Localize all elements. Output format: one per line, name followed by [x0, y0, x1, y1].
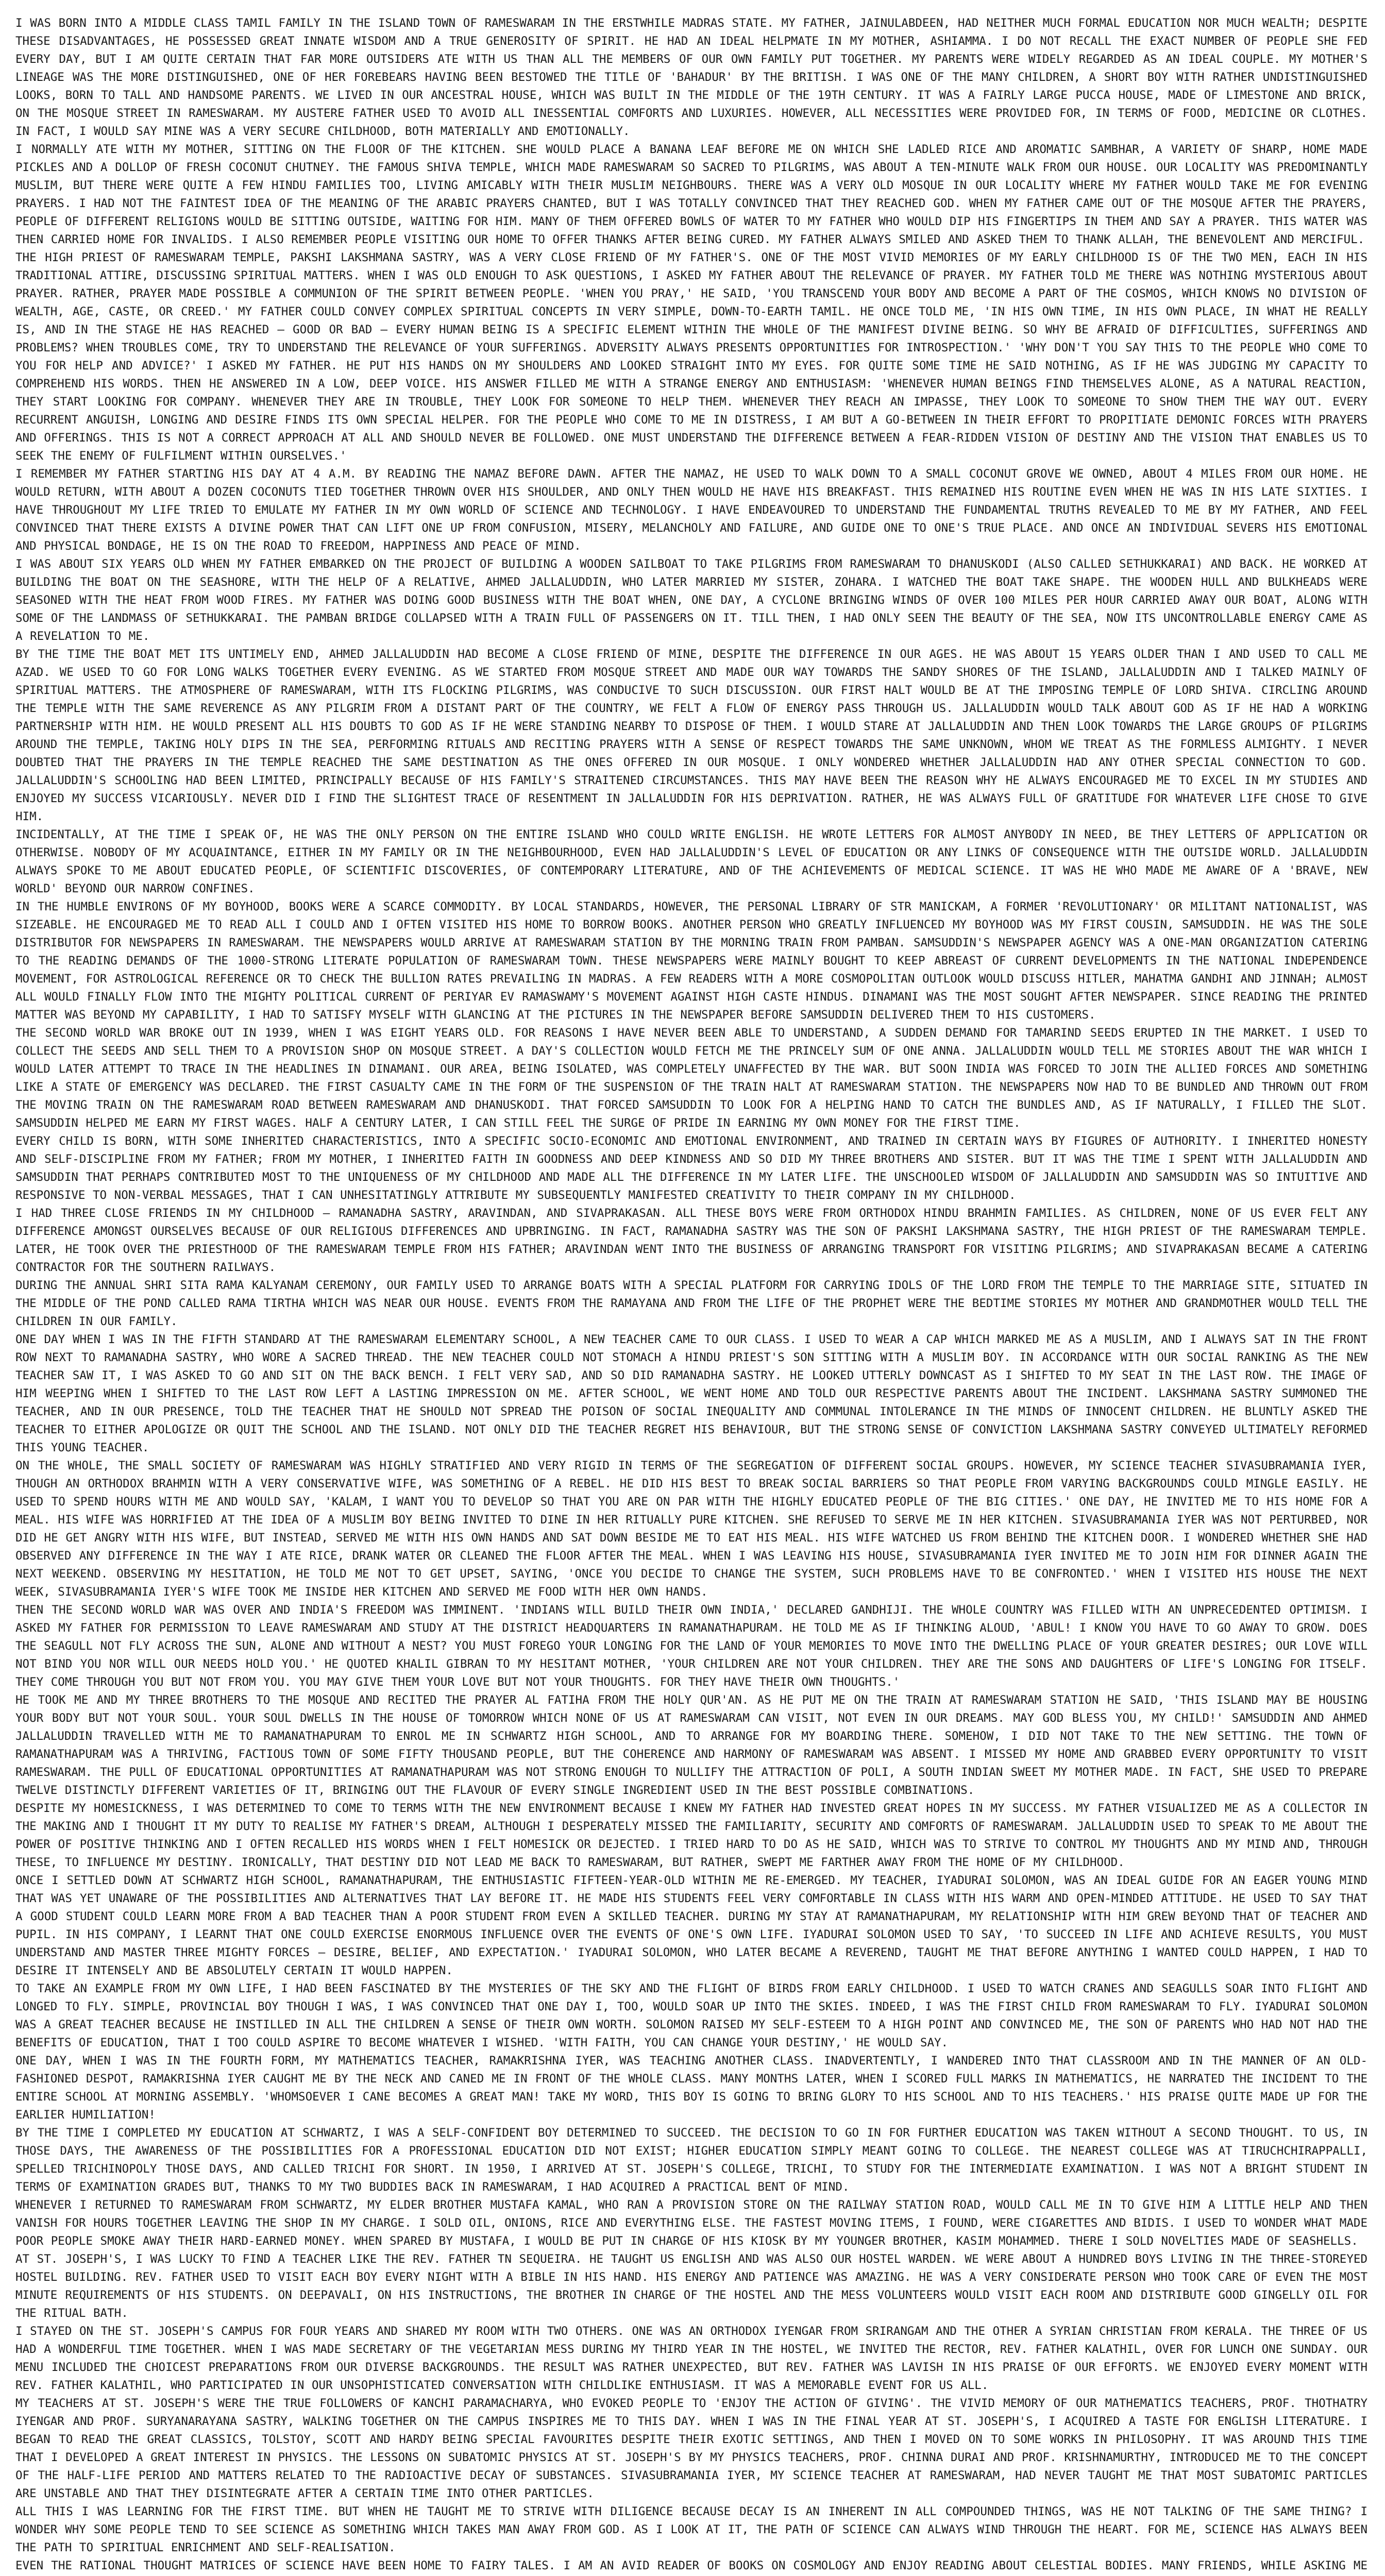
paragraph: BY THE TIME THE BOAT MET ITS UNTIMELY END, AHMED JALLALUDDIN HAD BECOME A CLOSE FRIEND OF MINE, DESPITE THE DIFFERENCE IN OUR AGES. HE WAS ABOUT 15 YEARS OLDER THAN I AND USED TO CALL ME AZAD. WE USED TO GO FOR LONG WALKS TOGETHER EVERY EVENING. AS WE STARTED FROM MOSQUE STREET AND MADE OUR WAY TOWARDS THE SANDY SHORES OF THE ISLAND, JALLALUDDIN AND I TALKED MAINLY OF SPIRITUAL MATTERS. THE ATMOSPHERE OF RAMESWARAM, WITH ITS FLOCKING PILGRIMS, WAS CONDUCIVE TO SUCH DISCUSSION. OUR FIRST HALT WOULD BE AT THE IMPOSING TEMPLE OF LORD SHIVA. CIRCLING AROUND THE TEMPLE WITH THE SAME REVERENCE AS ANY PILGRIM FROM A DISTANT PART OF THE COUNTRY, WE FELT A FLOW OF ENERGY PASS THROUGH US. JALLALUDDIN WOULD TALK ABOUT GOD AS IF HE HAD A WORKING PARTNERSHIP WITH HIM. HE WOULD PRESENT ALL HIS DOUBTS TO GOD AS IF HE WERE STANDING NEARBY TO DISPOSE OF THEM. I WOULD STARE AT JALLALUDDIN AND THEN LOOK TOWARDS THE LARGE GROUPS OF PILGRIMS AROUND THE TEMPLE, TAKING HOLY DIPS IN THE SEA, PERFORMING RITUALS AND RECITING PRAYERS WITH A SENSE OF RESPECT TOWARDS THE SAME UNKNOWN, WHOM WE TREAT AS THE FORMLESS ALMIGHTY. I NEVER DOUBTED THAT THE PRAYERS IN THE TEMPLE REACHED THE SAME DESTINATION AS THE ONES OFFERED IN OUR MOSQUE. I ONLY WONDERED WHETHER JALLALUDDIN HAD ANY OTHER SPECIAL CONNECTION TO GOD. JALLALUDDIN'S SCHOOLING HAD BEEN LIMITED, PRINCIPALLY BECAUSE OF HIS FAMILY'S STRAITENED CIRCUMSTANCES. THIS MAY HAVE BEEN THE REASON WHY HE ALWAYS ENCOURAGED ME TO EXCEL IN MY STUDIES AND ENJOYED MY SUCCESS VICARIOUSLY. NEVER DID I FIND THE SLIGHTEST TRACE OF RESENTMENT IN JALLALUDDIN FOR HIS DEPRIVATION. RATHER, HE WAS ALWAYS FULL OF GRATITUDE FOR WHATEVER LIFE CHOSE TO GIVE HIM.	[15, 648, 1367, 823]
paragraph: MY TEACHERS AT ST. JOSEPH'S WERE THE TRUE FOLLOWERS OF KANCHI PARAMACHARYA, WHO EVOKED PEOPLE TO 'ENJOY THE ACTION OF GIVING'. THE VIVID MEMORY OF OUR MATHEMATICS TEACHERS, PROF. THOTHATRY IYENGAR AND PROF. SURYANARAYANA SASTRY, WALKING TOGETHER ON THE CAMPUS INSPIRES ME TO THIS DAY. WHEN I WAS IN THE FINAL YEAR AT ST. JOSEPH'S, I ACQUIRED A TASTE FOR ENGLISH LITERATURE. I BEGAN TO READ THE GREAT CLASSICS, TOLSTOY, SCOTT AND HARDY BEING SPECIAL FAVOURITES DESPITE THEIR EXOTIC SETTINGS, AND THEN I MOVED ON TO SOME WORKS IN PHILOSOPHY. IT WAS AROUND THIS TIME THAT I DEVELOPED A GREAT INTEREST IN PHYSICS. THE LESSONS ON SUBATOMIC PHYSICS AT ST. JOSEPH'S BY MY PHYSICS TEACHERS, PROF. CHINNA DURAI AND PROF. KRISHNAMURTHY, INTRODUCED ME TO THE CONCEPT OF THE HALF-LIFE PERIOD AND MATTERS RELATED TO THE RADIOACTIVE DECAY OF SUBSTANCES. SIVASUBRAMANIA IYER, MY SCIENCE TEACHER AT RAMESWARAM, HAD NEVER TAUGHT ME THAT MOST SUBATOMIC PARTICLES ARE UNSTABLE AND THAT THEY DISINTEGRATE AFTER A CERTAIN TIME INTO OTHER PARTICLES.	[15, 2397, 1367, 2500]
paragraph: EVEN THE RATIONAL THOUGHT MATRICES OF SCIENCE HAVE BEEN HOME TO FAIRY TALES. I AM AN AVID READER OF BOOKS ON COSMOLOGY AND ENJOY READING ABOUT CELESTIAL BODIES. MANY FRIENDS, WHILE ASKING ME	[15, 2559, 1367, 2572]
paragraph: DESPITE MY HOMESICKNESS, I WAS DETERMINED TO COME TO TERMS WITH THE NEW ENVIRONMENT BECAUSE I KNEW MY FATHER HAD INVESTED GREAT HOPES IN MY SUCCESS. MY FATHER VISUALIZED ME AS A COLLECTOR IN THE MAKING AND I THOUGHT IT MY DUTY TO REALISE MY FATHER'S DREAM, ALTHOUGH I DESPERATELY MISSED THE FAMILIARITY, SECURITY AND COMFORTS OF RAMESWARAM. JALLALUDDIN USED TO SPEAK TO ME ABOUT THE POWER OF POSITIVE THINKING AND I OFTEN RECALLED HIS WORDS WHEN I FELT HOMESICK OR DEJECTED. I TRIED HARD TO DO AS HE SAID, WHICH WAS TO STRIVE TO CONTROL MY THOUGHTS AND MY MIND AND, THROUGH THESE, TO INFLUENCE MY DESTINY. IRONICALLY, THAT DESTINY DID NOT LEAD ME BACK TO RAMESWARAM, BUT RATHER, SWEPT ME FARTHER AWAY FROM THE HOME OF MY CHILDHOOD.	[15, 1802, 1367, 1869]
paragraph: IN THE HUMBLE ENVIRONS OF MY BOYHOOD, BOOKS WERE A SCARCE COMMODITY. BY LOCAL STANDARDS, HOWEVER, THE PERSONAL LIBRARY OF STR MANICKAM, A FORMER 'REVOLUTIONARY' OR MILITANT NATIONALIST, WAS SIZEABLE. HE ENCOURAGED ME TO READ ALL I COULD AND I OFTEN VISITED HIS HOME TO BORROW BOOKS. ANOTHER PERSON WHO GREATLY INFLUENCED MY BOYHOOD WAS MY FIRST COUSIN, SAMSUDDIN. HE WAS THE SOLE DISTRIBUTOR FOR NEWSPAPERS IN RAMESWARAM. THE NEWSPAPERS WOULD ARRIVE AT RAMESWARAM STATION BY THE MORNING TRAIN FROM PAMBAN. SAMSUDDIN'S NEWSPAPER AGENCY WAS A ONE-MAN ORGANIZATION CATERING TO THE READING DEMANDS OF THE 1000-STRONG LITERATE POPULATION OF RAMESWARAM TOWN. THESE NEWSPAPERS WERE MAINLY BOUGHT TO KEEP ABREAST OF CURRENT DEVELOPMENTS IN THE NATIONAL INDEPENDENCE MOVEMENT, FOR ASTROLOGICAL REFERENCE OR TO CHECK THE BULLION RATES PREVAILING IN MADRAS. A FEW READERS WITH A MORE COSMOPOLITAN OUTLOOK WOULD DISCUSS HITLER, MAHATMA GANDHI AND JINNAH; ALMOST ALL WOULD FINALLY FLOW INTO THE MIGHTY POLITICAL CURRENT OF PERIYAR EV RAMASWAMY'S MOVEMENT AGAINST HIGH CASTE HINDUS. DINAMANI WAS THE MOST SOUGHT AFTER NEWSPAPER. SINCE READING THE PRINTED MATTER WAS BEYOND MY CAPABILITY, I HAD TO SATISFY MYSELF WITH GLANCING AT THE PICTURES IN THE NEWSPAPER BEFORE SAMSUDDIN DELIVERED THEM TO HIS CUSTOMERS.	[15, 900, 1367, 1022]
paragraph: DURING THE ANNUAL SHRI SITA RAMA KALYANAM CEREMONY, OUR FAMILY USED TO ARRANGE BOATS WITH A SPECIAL PLATFORM FOR CARRYING IDOLS OF THE LORD FROM THE TEMPLE TO THE MARRIAGE SITE, SITUATED IN THE MIDDLE OF THE POND CALLED RAMA TIRTHA WHICH WAS NEAR OUR HOUSE. EVENTS FROM THE RAMAYANA AND FROM THE LIFE OF THE PROPHET WERE THE BEDTIME STORIES MY MOTHER AND GRANDMOTHER WOULD TELL THE CHILDREN IN OUR FAMILY.	[15, 1279, 1367, 1328]
paragraph: EVERY CHILD IS BORN, WITH SOME INHERITED CHARACTERISTICS, INTO A SPECIFIC SOCIO-ECONOMIC AND EMOTIONAL ENVIRONMENT, AND TRAINED IN CERTAIN WAYS BY FIGURES OF AUTHORITY. I INHERITED HONESTY AND SELF-DISCIPLINE FROM MY FATHER; FROM MY MOTHER, I INHERITED FAITH IN GOODNESS AND DEEP KINDNESS AND SO DID MY THREE BROTHERS AND SISTER. BUT IT WAS THE TIME I SPENT WITH JALLALUDDIN AND SAMSUDDIN THAT PERHAPS CONTRIBUTED MOST TO THE UNIQUENESS OF MY CHILDHOOD AND MADE ALL THE DIFFERENCE IN MY LATER LIFE. THE UNSCHOOLED WISDOM OF JALLALUDDIN AND SAMSUDDIN WAS SO INTUITIVE AND RESPONSIVE TO NON-VERBAL MESSAGES, THAT I CAN UNHESITATINGLY ATTRIBUTE MY SUBSEQUENTLY MANIFESTED CREATIVITY TO THEIR COMPANY IN MY CHILDHOOD.	[15, 1134, 1367, 1202]
paragraph: WHENEVER I RETURNED TO RAMESWARAM FROM SCHWARTZ, MY ELDER BROTHER MUSTAFA KAMAL, WHO RAN A PROVISION STORE ON THE RAILWAY STATION ROAD, WOULD CALL ME IN TO GIVE HIM A LITTLE HELP AND THEN VANISH FOR HOURS TOGETHER LEAVING THE SHOP IN MY CHARGE. I SOLD OIL, ONIONS, RICE AND EVERYTHING ELSE. THE FASTEST MOVING ITEMS, I FOUND, WERE CIGARETTES AND BIDIS. I USED TO WONDER WHAT MADE POOR PEOPLE SMOKE AWAY THEIR HARD-EARNED MONEY. WHEN SPARED BY MUSTAFA, I WOULD BE PUT IN CHARGE OF HIS KIOSK BY MY YOUNGER BROTHER, KASIM MOHAMMED. THERE I SOLD NOVELTIES MADE OF SEASHELLS.	[15, 2198, 1367, 2248]
paragraph: THEN THE SECOND WORLD WAR WAS OVER AND INDIA'S FREEDOM WAS IMMINENT. 'INDIANS WILL BUILD THEIR OWN INDIA,' DECLARED GANDHIJI. THE WHOLE COUNTRY WAS FILLED WITH AN UNPRECEDENTED OPTIMISM. I ASKED MY FATHER FOR PERMISSION TO LEAVE RAMESWARAM AND STUDY AT THE DISTRICT HEADQUARTERS IN RAMANATHAPURAM. HE TOLD ME AS IF THINKING ALOUD, 'ABUL! I KNOW YOU HAVE TO GO AWAY TO GROW. DOES THE SEAGULL NOT FLY ACROSS THE SUN, ALONE AND WITHOUT A NEST? YOU MUST FOREGO YOUR LONGING FOR THE LAND OF YOUR MEMORIES TO MOVE INTO THE DWELLING PLACE OF YOUR GREATER DESIRES; OUR LOVE WILL NOT BIND YOU NOR WILL OUR NEEDS HOLD YOU.' HE QUOTED KHALIL GIBRAN TO MY HESITANT MOTHER, 'YOUR CHILDREN ARE NOT YOUR CHILDREN. THEY ARE THE SONS AND DAUGHTERS OF LIFE'S LONGING FOR ITSELF. THEY COME THROUGH YOU BUT NOT FROM YOU. YOU MAY GIVE THEM YOUR LOVE BUT NOT YOUR THOUGHTS. FOR THEY HAVE THEIR OWN THOUGHTS.'	[15, 1603, 1367, 1689]
handwritten-text-block	[15, 14, 1367, 2576]
paragraph: I WAS ABOUT SIX YEARS OLD WHEN MY FATHER EMBARKED ON THE PROJECT OF BUILDING A WOODEN SAILBOAT TO TAKE PILGRIMS FROM RAMESWARAM TO DHANUSKODI (ALSO CALLED SETHUKKARAI) AND BACK. HE WORKED AT BUILDING THE BOAT ON THE SEASHORE, WITH THE HELP OF A RELATIVE, AHMED JALLALUDDIN, WHO LATER MARRIED MY SISTER, ZOHARA. I WATCHED THE BOAT TAKE SHAPE. THE WOODEN HULL AND BULKHEADS WERE SEASONED WITH THE HEAT FROM WOOD FIRES. MY FATHER WAS DOING GOOD BUSINESS WITH THE BOAT WHEN, ONE DAY, A CYCLONE BRINGING WINDS OF OVER 100 MILES PER HOUR CARRIED AWAY OUR BOAT, ALONG WITH SOME OF THE LANDMASS OF SETHUKKARAI. THE PAMBAN BRIDGE COLLAPSED WITH A TRAIN FULL OF PASSENGERS ON IT. TILL THEN, I HAD ONLY SEEN THE BEAUTY OF THE SEA, NOW ITS UNCONTROLLABLE ENERGY CAME AS A REVELATION TO ME.	[15, 557, 1367, 643]
paragraph: I HAD THREE CLOSE FRIENDS IN MY CHILDHOOD — RAMANADHA SASTRY, ARAVINDAN, AND SIVAPRAKASAN. ALL THESE BOYS WERE FROM ORTHODOX HINDU BRAHMIN FAMILIES. AS CHILDREN, NONE OF US EVER FELT ANY DIFFERENCE AMONGST OURSELVES BECAUSE OF OUR RELIGIOUS DIFFERENCES AND UPBRINGING. IN FACT, RAMANADHA SASTRY WAS THE SON OF PAKSHI LAKSHMANA SASTRY, THE HIGH PRIEST OF THE RAMESWARAM TEMPLE. LATER, HE TOOK OVER THE PRIESTHOOD OF THE RAMESWARAM TEMPLE FROM HIS FATHER; ARAVINDAN WENT INTO THE BUSINESS OF ARRANGING TRANSPORT FOR VISITING PILGRIMS; AND SIVAPRAKASAN BECAME A CATERING CONTRACTOR FOR THE SOUTHERN RAILWAYS.	[15, 1207, 1367, 1274]
paragraph: ALL THIS I WAS LEARNING FOR THE FIRST TIME. BUT WHEN HE TAUGHT ME TO STRIVE WITH DILIGENCE BECAUSE DECAY IS AN INHERENT IN ALL COMPOUNDED THINGS, WAS HE NOT TALKING OF THE SAME THING? I WONDER WHY SOME PEOPLE TEND TO SEE SCIENCE AS SOMETHING WHICH TAKES MAN AWAY FROM GOD. AS I LOOK AT IT, THE PATH OF SCIENCE CAN ALWAYS WIND THROUGH THE HEART. FOR ME, SCIENCE HAS ALWAYS BEEN THE PATH TO SPIRITUAL ENRICHMENT AND SELF-REALISATION.	[15, 2505, 1367, 2554]
paragraph: I WAS BORN INTO A MIDDLE CLASS TAMIL FAMILY IN THE ISLAND TOWN OF RAMESWARAM IN THE ERSTWHILE MADRAS STATE. MY FATHER, JAINULABDEEN, HAD NEITHER MUCH FORMAL EDUCATION NOR MUCH WEALTH; DESPITE THESE DISADVANTAGES, HE POSSESSED GREAT INNATE WISDOM AND A TRUE GENEROSITY OF SPIRIT. HE HAD AN IDEAL HELPMATE IN MY MOTHER, ASHIAMMA. I DO NOT RECALL THE EXACT NUMBER OF PEOPLE SHE FED EVERY DAY, BUT I AM QUITE CERTAIN THAT FAR MORE OUTSIDERS ATE WITH US THAN ALL THE MEMBERS OF OUR OWN FAMILY PUT TOGETHER. MY PARENTS WERE WIDELY REGARDED AS AN IDEAL COUPLE. MY MOTHER'S LINEAGE WAS THE MORE DISTINGUISHED, ONE OF HER FOREBEARS HAVING BEEN BESTOWED THE TITLE OF 'BAHADUR' BY THE BRITISH. I WAS ONE OF THE MANY CHILDREN, A SHORT BOY WITH RATHER UNDISTINGUISHED LOOKS, BORN TO TALL AND HANDSOME PARENTS. WE LIVED IN OUR ANCESTRAL HOUSE, WHICH WAS BUILT IN THE MIDDLE OF THE 19TH CENTURY. IT WAS A FAIRLY LARGE PUCCA HOUSE, MADE OF LIMESTONE AND BRICK, ON THE MOSQUE STREET IN RAMESWARAM. MY AUSTERE FATHER USED TO AVOID ALL INESSENTIAL COMFORTS AND LUXURIES. HOWEVER, ALL NECESSITIES WERE PROVIDED FOR, IN TERMS OF FOOD, MEDICINE OR CLOTHES. IN FACT, I WOULD SAY MINE WAS A VERY SECURE CHILDHOOD, BOTH MATERIALLY AND EMOTIONALLY.	[15, 16, 1367, 138]
paragraph: ONCE I SETTLED DOWN AT SCHWARTZ HIGH SCHOOL, RAMANATHAPURAM, THE ENTHUSIASTIC FIFTEEN-YEAR-OLD WITHIN ME RE-EMERGED. MY TEACHER, IYADURAI SOLOMON, WAS AN IDEAL GUIDE FOR AN EAGER YOUNG MIND THAT WAS YET UNAWARE OF THE POSSIBILITIES AND ALTERNATIVES THAT LAY BEFORE IT. HE MADE HIS STUDENTS FEEL VERY COMFORTABLE IN CLASS WITH HIS WARM AND OPEN-MINDED ATTITUDE. HE USED TO SAY THAT A GOOD STUDENT COULD LEARN MORE FROM A BAD TEACHER THAN A POOR STUDENT FROM EVEN A SKILLED TEACHER. DURING MY STAY AT RAMANATHAPURAM, MY RELATIONSHIP WITH HIM GREW BEYOND THAT OF TEACHER AND PUPIL. IN HIS COMPANY, I LEARNT THAT ONE COULD EXERCISE ENORMOUS INFLUENCE OVER THE EVENTS OF ONE'S OWN LIFE. IYADURAI SOLOMON USED TO SAY, 'TO SUCCEED IN LIFE AND ACHIEVE RESULTS, YOU MUST UNDERSTAND AND MASTER THREE MIGHTY FORCES — DESIRE, BELIEF, AND EXPECTATION.' IYADURAI SOLOMON, WHO LATER BECAME A REVEREND, TAUGHT ME THAT BEFORE ANYTHING I WANTED COULD HAPPEN, I HAD TO DESIRE IT INTENSELY AND BE ABSOLUTELY CERTAIN IT WOULD HAPPEN.	[15, 1874, 1367, 1977]
paragraph: ONE DAY, WHEN I WAS IN THE FOURTH FORM, MY MATHEMATICS TEACHER, RAMAKRISHNA IYER, WAS TEACHING ANOTHER CLASS. INADVERTENTLY, I WANDERED INTO THAT CLASSROOM AND IN THE MANNER OF AN OLD-FASHIONED DESPOT, RAMAKRISHNA IYER CAUGHT ME BY THE NECK AND CANED ME IN FRONT OF THE WHOLE CLASS. MANY MONTHS LATER, WHEN I SCORED FULL MARKS IN MATHEMATICS, HE NARRATED THE INCIDENT TO THE ENTIRE SCHOOL AT MORNING ASSEMBLY. 'WHOMSOEVER I CANE BECOMES A GREAT MAN! TAKE MY WORD, THIS BOY IS GOING TO BRING GLORY TO HIS SCHOOL AND TO HIS TEACHERS.' HIS PRAISE QUITE MADE UP FOR THE EARLIER HUMILIATION!	[15, 2054, 1367, 2122]
paragraph: I NORMALLY ATE WITH MY MOTHER, SITTING ON THE FLOOR OF THE KITCHEN. SHE WOULD PLACE A BANANA LEAF BEFORE ME ON WHICH SHE LADLED RICE AND AROMATIC SAMBHAR, A VARIETY OF SHARP, HOME MADE PICKLES AND A DOLLOP OF FRESH COCONUT CHUTNEY. THE FAMOUS SHIVA TEMPLE, WHICH MADE RAMESWARAM SO SACRED TO PILGRIMS, WAS ABOUT A TEN-MINUTE WALK FROM OUR HOUSE. OUR LOCALITY WAS PREDOMINANTLY MUSLIM, BUT THERE WERE QUITE A FEW HINDU FAMILIES TOO, LIVING AMICABLY WITH THEIR MUSLIM NEIGHBOURS. THERE WAS A VERY OLD MOSQUE IN OUR LOCALITY WHERE MY FATHER WOULD TAKE ME FOR EVENING PRAYERS. I HAD NOT THE FAINTEST IDEA OF THE MEANING OF THE ARABIC PRAYERS CHANTED, BUT I WAS TOTALLY CONVINCED THAT THEY REACHED GOD. WHEN MY FATHER CAME OUT OF THE MOSQUE AFTER THE PRAYERS, PEOPLE OF DIFFERENT RELIGIONS WOULD BE SITTING OUTSIDE, WAITING FOR HIM. MANY OF THEM OFFERED BOWLS OF WATER TO MY FATHER WHO WOULD DIP HIS FINGERTIPS IN THEM AND SAY A PRAYER. THIS WATER WAS THEN CARRIED HOME FOR INVALIDS. I ALSO REMEMBER PEOPLE VISITING OUR HOME TO OFFER THANKS AFTER BEING CURED. MY FATHER ALWAYS SMILED AND ASKED THEM TO THANK ALLAH, THE BENEVOLENT AND MERCIFUL.	[15, 143, 1367, 246]
paragraph: TO TAKE AN EXAMPLE FROM MY OWN LIFE, I HAD BEEN FASCINATED BY THE MYSTERIES OF THE SKY AND THE FLIGHT OF BIRDS FROM EARLY CHILDHOOD. I USED TO WATCH CRANES AND SEAGULLS SOAR INTO FLIGHT AND LONGED TO FLY. SIMPLE, PROVINCIAL BOY THOUGH I WAS, I WAS CONVINCED THAT ONE DAY I, TOO, WOULD SOAR UP INTO THE SKIES. INDEED, I WAS THE FIRST CHILD FROM RAMESWARAM TO FLY. IYADURAI SOLOMON WAS A GREAT TEACHER BECAUSE HE INSTILLED IN ALL THE CHILDREN A SENSE OF THEIR OWN WORTH. SOLOMON RAISED MY SELF-ESTEEM TO A HIGH POINT AND CONVINCED ME, THE SON OF PARENTS WHO HAD NOT HAD THE BENEFITS OF EDUCATION, THAT I TOO COULD ASPIRE TO BECOME WHATEVER I WISHED. 'WITH FAITH, YOU CAN CHANGE YOUR DESTINY,' HE WOULD SAY.	[15, 1982, 1367, 2049]
margin-edge-mark	[1377, 896, 1384, 1082]
paragraph: ONE DAY WHEN I WAS IN THE FIFTH STANDARD AT THE RAMESWARAM ELEMENTARY SCHOOL, A NEW TEACHER CAME TO OUR CLASS. I USED TO WEAR A CAP WHICH MARKED ME AS A MUSLIM, AND I ALWAYS SAT IN THE FRONT ROW NEXT TO RAMANADHA SASTRY, WHO WORE A SACRED THREAD. THE NEW TEACHER COULD NOT STOMACH A HINDU PRIEST'S SON SITTING WITH A MUSLIM BOY. IN ACCORDANCE WITH OUR SOCIAL RANKING AS THE NEW TEACHER SAW IT, I WAS ASKED TO GO AND SIT ON THE BACK BENCH. I FELT VERY SAD, AND SO DID RAMANADHA SASTRY. HE LOOKED UTTERLY DOWNCAST AS I SHIFTED TO MY SEAT IN THE LAST ROW. THE IMAGE OF HIM WEEPING WHEN I SHIFTED TO THE LAST ROW LEFT A LASTING IMPRESSION ON ME. AFTER SCHOOL, WE WENT HOME AND TOLD OUR RESPECTIVE PARENTS ABOUT THE INCIDENT. LAKSHMANA SASTRY SUMMONED THE TEACHER, AND IN OUR PRESENCE, TOLD THE TEACHER THAT HE SHOULD NOT SPREAD THE POISON OF SOCIAL INEQUALITY AND COMMUNAL INTOLERANCE IN THE MINDS OF INNOCENT CHILDREN. HE BLUNTLY ASKED THE TEACHER TO EITHER APOLOGIZE OR QUIT THE SCHOOL AND THE ISLAND. NOT ONLY DID THE TEACHER REGRET HIS BEHAVIOUR, BUT THE STRONG SENSE OF CONVICTION LAKSHMANA SASTRY CONVEYED ULTIMATELY REFORMED THIS YOUNG TEACHER.	[15, 1333, 1367, 1454]
paragraph: I STAYED ON THE ST. JOSEPH'S CAMPUS FOR FOUR YEARS AND SHARED MY ROOM WITH TWO OTHERS. ONE WAS AN ORTHODOX IYENGAR FROM SRIRANGAM AND THE OTHER A SYRIAN CHRISTIAN FROM KERALA. THE THREE OF US HAD A WONDERFUL TIME TOGETHER. WHEN I WAS MADE SECRETARY OF THE VEGETARIAN MESS DURING MY THIRD YEAR IN THE HOSTEL, WE INVITED THE RECTOR, REV. FATHER KALATHIL, OVER FOR LUNCH ONE SUNDAY. OUR MENU INCLUDED THE CHOICEST PREPARATIONS FROM OUR DIVERSE BACKGROUNDS. THE RESULT WAS RATHER UNEXPECTED, BUT REV. FATHER WAS LAVISH IN HIS PRAISE OF OUR EFFORTS. WE ENJOYED EVERY MOMENT WITH REV. FATHER KALATHIL, WHO PARTICIPATED IN OUR UNSOPHISTICATED CONVERSATION WITH CHILDLIKE ENTHUSIASM. IT WAS A MEMORABLE EVENT FOR US ALL.	[15, 2325, 1367, 2392]
paragraph: INCIDENTALLY, AT THE TIME I SPEAK OF, HE WAS THE ONLY PERSON ON THE ENTIRE ISLAND WHO COULD WRITE ENGLISH. HE WROTE LETTERS FOR ALMOST ANYBODY IN NEED, BE THEY LETTERS OF APPLICATION OR OTHERWISE. NOBODY OF MY ACQUAINTANCE, EITHER IN MY FAMILY OR IN THE NEIGHBOURHOOD, EVEN HAD JALLALUDDIN'S LEVEL OF EDUCATION OR ANY LINKS OF CONSEQUENCE WITH THE OUTSIDE WORLD. JALLALUDDIN ALWAYS SPOKE TO ME ABOUT EDUCATED PEOPLE, OF SCIENTIFIC DISCOVERIES, OF CONTEMPORARY LITERATURE, AND OF THE ACHIEVEMENTS OF MEDICAL SCIENCE. IT WAS HE WHO MADE ME AWARE OF A 'BRAVE, NEW WORLD' BEYOND OUR NARROW CONFINES.	[15, 828, 1367, 895]
paragraph: HE TOOK ME AND MY THREE BROTHERS TO THE MOSQUE AND RECITED THE PRAYER AL FATIHA FROM THE HOLY QUR'AN. AS HE PUT ME ON THE TRAIN AT RAMESWARAM STATION HE SAID, 'THIS ISLAND MAY BE HOUSING YOUR BODY BUT NOT YOUR SOUL. YOUR SOUL DWELLS IN THE HOUSE OF TOMORROW WHICH NONE OF US AT RAMESWARAM CAN VISIT, NOT EVEN IN OUR DREAMS. MAY GOD BLESS YOU, MY CHILD!' SAMSUDDIN AND AHMED JALLALUDDIN TRAVELLED WITH ME TO RAMANATHAPURAM TO ENROL ME IN SCHWARTZ HIGH SCHOOL, AND TO ARRANGE FOR MY BOARDING THERE. SOMEHOW, I DID NOT TAKE TO THE NEW SETTING. THE TOWN OF RAMANATHAPURAM WAS A THRIVING, FACTIOUS TOWN OF SOME FIFTY THOUSAND PEOPLE, BUT THE COHERENCE AND HARMONY OF RAMESWARAM WAS ABSENT. I MISSED MY HOME AND GRABBED EVERY OPPORTUNITY TO VISIT RAMESWARAM. THE PULL OF EDUCATIONAL OPPORTUNITIES AT RAMANATHAPURAM WAS NOT STRONG ENOUGH TO NULLIFY THE ATTRACTION OF POLI, A SOUTH INDIAN SWEET MY MOTHER MADE. IN FACT, SHE USED TO PREPARE TWELVE DISTINCTLY DIFFERENT VARIETIES OF IT, BRINGING OUT THE FLAVOUR OF EVERY SINGLE INGREDIENT USED IN THE BEST POSSIBLE COMBINATIONS.	[15, 1693, 1367, 1797]
paragraph: THE HIGH PRIEST OF RAMESWARAM TEMPLE, PAKSHI LAKSHMANA SASTRY, WAS A VERY CLOSE FRIEND OF MY FATHER'S. ONE OF THE MOST VIVID MEMORIES OF MY EARLY CHILDHOOD IS OF THE TWO MEN, EACH IN HIS TRADITIONAL ATTIRE, DISCUSSING SPIRITUAL MATTERS. WHEN I WAS OLD ENOUGH TO ASK QUESTIONS, I ASKED MY FATHER ABOUT THE RELEVANCE OF PRAYER. MY FATHER TOLD ME THERE WAS NOTHING MYSTERIOUS ABOUT PRAYER. RATHER, PRAYER MADE POSSIBLE A COMMUNION OF THE SPIRIT BETWEEN PEOPLE. 'WHEN YOU PRAY,' HE SAID, 'YOU TRANSCEND YOUR BODY AND BECOME A PART OF THE COSMOS, WHICH KNOWS NO DIVISION OF WEALTH, AGE, CASTE, OR CREED.' MY FATHER COULD CONVEY COMPLEX SPIRITUAL CONCEPTS IN VERY SIMPLE, DOWN-TO-EARTH TAMIL. HE ONCE TOLD ME, 'IN HIS OWN TIME, IN HIS OWN PLACE, IN WHAT HE REALLY IS, AND IN THE STAGE HE HAS REACHED — GOOD OR BAD — EVERY HUMAN BEING IS A SPECIFIC ELEMENT WITHIN THE WHOLE OF THE MANIFEST DIVINE BEING. SO WHY BE AFRAID OF DIFFICULTIES, SUFFERINGS AND PROBLEMS? WHEN TROUBLES COME, TRY TO UNDERSTAND THE RELEVANCE OF YOUR SUFFERINGS. ADVERSITY ALWAYS PRESENTS OPPORTUNITIES FOR INTROSPECTION.' 'WHY DON'T YOU SAY THIS TO THE PEOPLE WHO COME TO YOU FOR HELP AND ADVICE?' I ASKED MY FATHER. HE PUT HIS HANDS ON MY SHOULDERS AND LOOKED STRAIGHT INTO MY EYES. FOR QUITE SOME TIME HE SAID NOTHING, AS IF HE WAS JUDGING MY CAPACITY TO COMPREHEND HIS WORDS. THEN HE ANSWERED IN A LOW, DEEP VOICE. HIS ANSWER FILLED ME WITH A STRANGE ENERGY AND ENTHUSIASM: 'WHENEVER HUMAN BEINGS FIND THEMSELVES ALONE, AS A NATURAL REACTION, THEY START LOOKING FOR COMPANY. WHENEVER THEY ARE IN TROUBLE, THEY LOOK FOR SOMEONE TO HELP THEM. WHENEVER THEY REACH AN IMPASSE, THEY LOOK TO SOMEONE TO SHOW THEM THE WAY OUT. EVERY RECURRENT ANGUISH, LONGING AND DESIRE FINDS ITS OWN SPECIAL HELPER. FOR THE PEOPLE WHO COME TO ME IN DISTRESS, I AM BUT A GO-BETWEEN IN THEIR EFFORT TO PROPITIATE DEMONIC FORCES WITH PRAYERS AND OFFERINGS. THIS IS NOT A CORRECT APPROACH AT ALL AND SHOULD NEVER BE FOLLOWED. ONE MUST UNDERSTAND THE DIFFERENCE BETWEEN A FEAR-RIDDEN VISION OF DESTINY AND THE VISION THAT ENABLES US TO SEEK THE ENEMY OF FULFILMENT WITHIN OURSELVES.'	[15, 251, 1367, 463]
paragraph: ON THE WHOLE, THE SMALL SOCIETY OF RAMESWARAM WAS HIGHLY STRATIFIED AND VERY RIGID IN TERMS OF THE SEGREGATION OF DIFFERENT SOCIAL GROUPS. HOWEVER, MY SCIENCE TEACHER SIVASUBRAMANIA IYER, THOUGH AN ORTHODOX BRAHMIN WITH A VERY CONSERVATIVE WIFE, WAS SOMETHING OF A REBEL. HE DID HIS BEST TO BREAK SOCIAL BARRIERS SO THAT PEOPLE FROM VARYING BACKGROUNDS COULD MINGLE EASILY. HE USED TO SPEND HOURS WITH ME AND WOULD SAY, 'KALAM, I WANT YOU TO DEVELOP SO THAT YOU ARE ON PAR WITH THE HIGHLY EDUCATED PEOPLE OF THE BIG CITIES.' ONE DAY, HE INVITED ME TO HIS HOME FOR A MEAL. HIS WIFE WAS HORRIFIED AT THE IDEA OF A MUSLIM BOY BEING INVITED TO DINE IN HER RITUALLY PURE KITCHEN. SHE REFUSED TO SERVE ME IN HER KITCHEN. SIVASUBRAMANIA IYER WAS NOT PERTURBED, NOR DID HE GET ANGRY WITH HIS WIFE, BUT INSTEAD, SERVED ME WITH HIS OWN HANDS AND SAT DOWN BESIDE ME TO EAT HIS MEAL. HIS WIFE WATCHED US FROM BEHIND THE KITCHEN DOOR. I WONDERED WHETHER SHE HAD OBSERVED ANY DIFFERENCE IN THE WAY I ATE RICE, DRANK WATER OR CLEANED THE FLOOR AFTER THE MEAL. WHEN I WAS LEAVING HIS HOUSE, SIVASUBRAMANIA IYER INVITED ME TO JOIN HIM FOR DINNER AGAIN THE NEXT WEEKEND. OBSERVING MY HESITATION, HE TOLD ME NOT TO GET UPSET, SAYING, 'ONCE YOU DECIDE TO CHANGE THE SYSTEM, SUCH PROBLEMS HAVE TO BE CONFRONTED.' WHEN I VISITED HIS HOUSE THE NEXT WEEK, SIVASUBRAMANIA IYER'S WIFE TOOK ME INSIDE HER KITCHEN AND SERVED ME FOOD WITH HER OWN HANDS.	[15, 1459, 1367, 1599]
paragraph: BY THE TIME I COMPLETED MY EDUCATION AT SCHWARTZ, I WAS A SELF-CONFIDENT BOY DETERMINED TO SUCCEED. THE DECISION TO GO IN FOR FURTHER EDUCATION WAS TAKEN WITHOUT A SECOND THOUGHT. TO US, IN THOSE DAYS, THE AWARENESS OF THE POSSIBILITIES FOR A PROFESSIONAL EDUCATION DID NOT EXIST; HIGHER EDUCATION SIMPLY MEANT GOING TO COLLEGE. THE NEAREST COLLEGE WAS AT TIRUCHCHIRAPPALLI, SPELLED TRICHINOPOLY THOSE DAYS, AND CALLED TRICHI FOR SHORT. IN 1950, I ARRIVED AT ST. JOSEPH'S COLLEGE, TRICHI, TO STUDY FOR THE INTERMEDIATE EXAMINATION. I WAS NOT A BRIGHT STUDENT IN TERMS OF EXAMINATION GRADES BUT, THANKS TO MY TWO BUDDIES BACK IN RAMESWARAM, I HAD ACQUIRED A PRACTICAL BENT OF MIND.	[15, 2126, 1367, 2194]
paragraph: I REMEMBER MY FATHER STARTING HIS DAY AT 4 A.M. BY READING THE NAMAZ BEFORE DAWN. AFTER THE NAMAZ, HE USED TO WALK DOWN TO A SMALL COCONUT GROVE WE OWNED, ABOUT 4 MILES FROM OUR HOME. HE WOULD RETURN, WITH ABOUT A DOZEN COCONUTS TIED TOGETHER THROWN OVER HIS SHOULDER, AND ONLY THEN WOULD HE HAVE HIS BREAKFAST. THIS REMAINED HIS ROUTINE EVEN WHEN HE WAS IN HIS LATE SIXTIES. I HAVE THROUGHOUT MY LIFE TRIED TO EMULATE MY FATHER IN MY OWN WORLD OF SCIENCE AND TECHNOLOGY. I HAVE ENDEAVOURED TO UNDERSTAND THE FUNDAMENTAL TRUTHS REVEALED TO ME BY MY FATHER, AND FEEL CONVINCED THAT THERE EXISTS A DIVINE POWER THAT CAN LIFT ONE UP FROM CONFUSION, MISERY, MELANCHOLY AND FAILURE, AND GUIDE ONE TO ONE'S TRUE PLACE. AND ONCE AN INDIVIDUAL SEVERS HIS EMOTIONAL AND PHYSICAL BONDAGE, HE IS ON THE ROAD TO FREEDOM, HAPPINESS AND PEACE OF MIND.	[15, 467, 1367, 553]
paragraph: THE SECOND WORLD WAR BROKE OUT IN 1939, WHEN I WAS EIGHT YEARS OLD. FOR REASONS I HAVE NEVER BEEN ABLE TO UNDERSTAND, A SUDDEN DEMAND FOR TAMARIND SEEDS ERUPTED IN THE MARKET. I USED TO COLLECT THE SEEDS AND SELL THEM TO A PROVISION SHOP ON MOSQUE STREET. A DAY'S COLLECTION WOULD FETCH ME THE PRINCELY SUM OF ONE ANNA. JALLALUDDIN WOULD TELL ME STORIES ABOUT THE WAR WHICH I WOULD LATER ATTEMPT TO TRACE IN THE HEADLINES IN DINAMANI. OUR AREA, BEING ISOLATED, WAS COMPLETELY UNAFFECTED BY THE WAR. BUT SOON INDIA WAS FORCED TO JOIN THE ALLIED FORCES AND SOMETHING LIKE A STATE OF EMERGENCY WAS DECLARED. THE FIRST CASUALTY CAME IN THE FORM OF THE SUSPENSION OF THE TRAIN HALT AT RAMESWARAM STATION. THE NEWSPAPERS NOW HAD TO BE BUNDLED AND THROWN OUT FROM THE MOVING TRAIN ON THE RAMESWARAM ROAD BETWEEN RAMESWARAM AND DHANUSKODI. THAT FORCED SAMSUDDIN TO LOOK FOR A HELPING HAND TO CATCH THE BUNDLES AND, AS IF NATURALLY, I FILLED THE SLOT. SAMSUDDIN HELPED ME EARN MY FIRST WAGES. HALF A CENTURY LATER, I CAN STILL FEEL THE SURGE OF PRIDE IN EARNING MY OWN MONEY FOR THE FIRST TIME.	[15, 1026, 1367, 1130]
paragraph: AT ST. JOSEPH'S, I WAS LUCKY TO FIND A TEACHER LIKE THE REV. FATHER TN SEQUEIRA. HE TAUGHT US ENGLISH AND WAS ALSO OUR HOSTEL WARDEN. WE WERE ABOUT A HUNDRED BOYS LIVING IN THE THREE-STOREYED HOSTEL BUILDING. REV. FATHER USED TO VISIT EACH BOY EVERY NIGHT WITH A BIBLE IN HIS HAND. HIS ENERGY AND PATIENCE WAS AMAZING. HE WAS A VERY CONSIDERATE PERSON WHO TOOK CARE OF EVEN THE MOST MINUTE REQUIREMENTS OF HIS STUDENTS. ON DEEPAVALI, ON HIS INSTRUCTIONS, THE BROTHER IN CHARGE OF THE HOSTEL AND THE MESS VOLUNTEERS WOULD VISIT EACH ROOM AND DISTRIBUTE GOOD GINGELLY OIL FOR THE RITUAL BATH.	[15, 2252, 1367, 2320]
